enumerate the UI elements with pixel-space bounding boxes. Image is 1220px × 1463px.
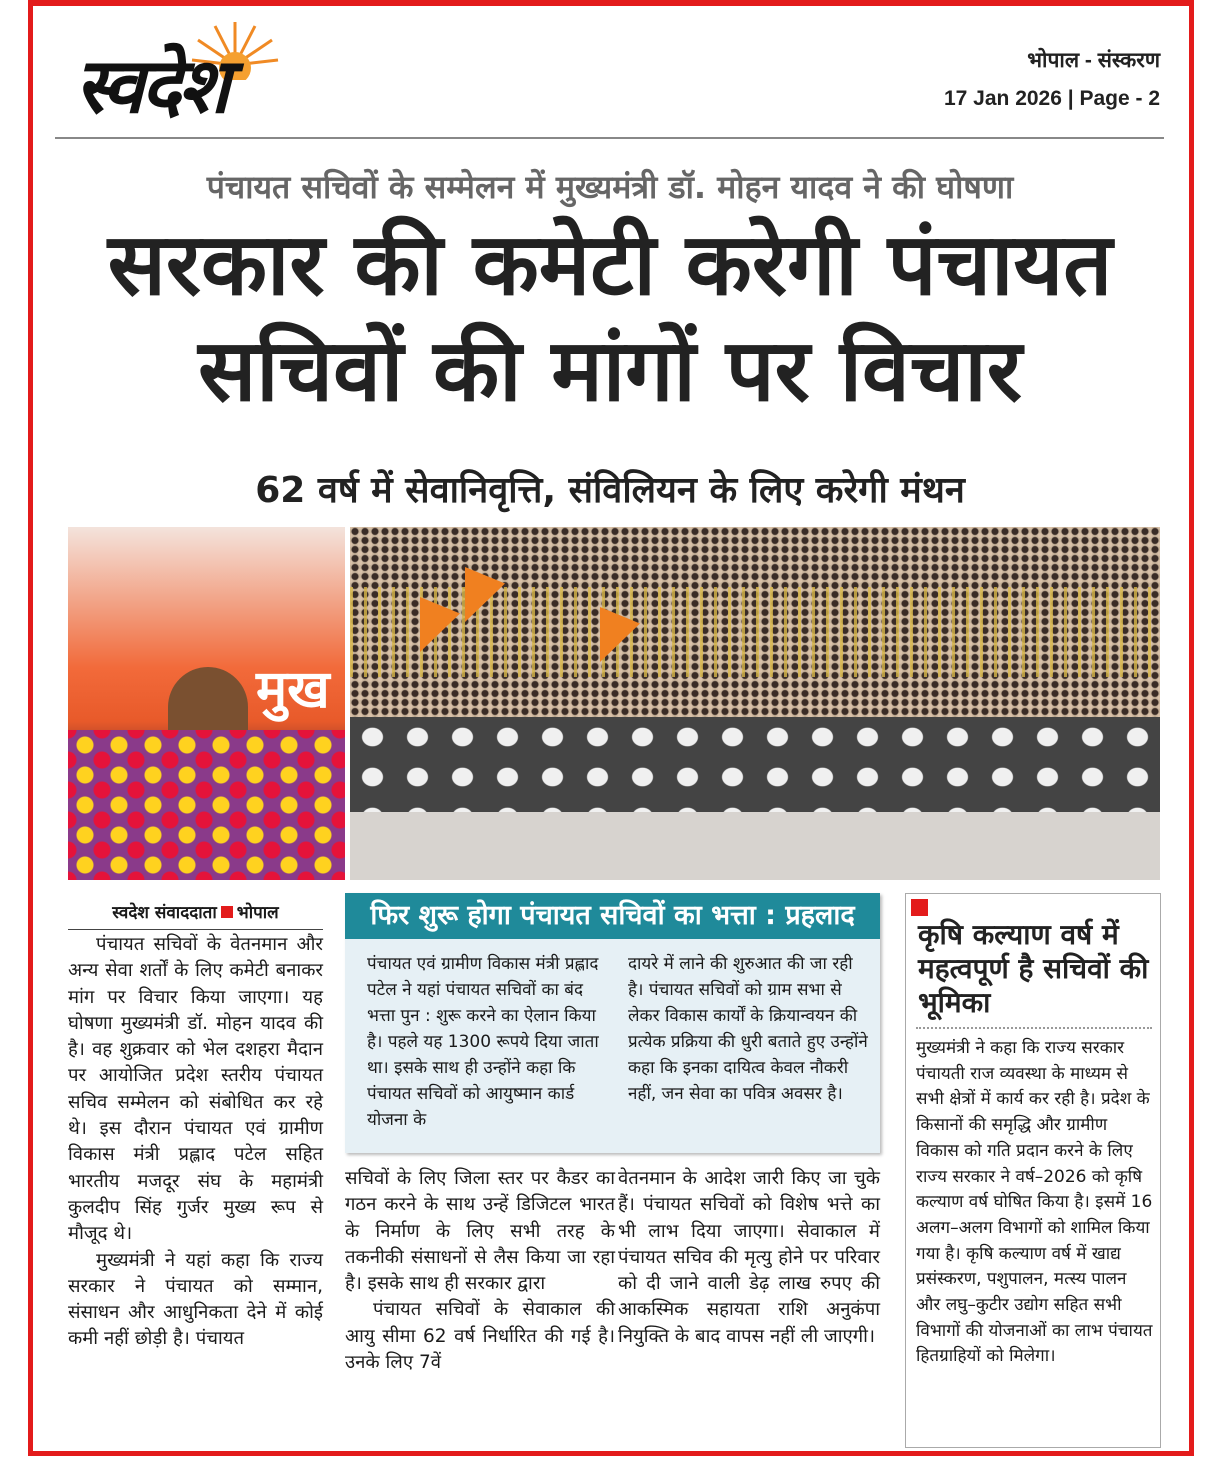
- photo-chief-minister-speaking: [68, 527, 345, 880]
- masthead-logo: [75, 20, 405, 130]
- sidebar-body: मुख्यमंत्री ने कहा कि राज्य सरकार पंचायती राज व्यवस्था के माध्यम से सभी क्षेत्रों में कार्य कर रही है। प्रदेश के किसानों की समृद्धि और ग्रामीण विकास को गति प्रदान करने के लिए राज्य सरकार ने वर्ष–2026 को कृषि कल्याण वर्ष घोषित किया है। इसमें 16 अलग–अलग विभागों को शामिल किया गया है। कृषि कल्याण वर्ष में खाद्य प्रसंस्करण, पशुपालन, मत्स्य पालन और लघु–कुटीर उद्योग सहित सभी विभागों की योजनाओं का लाभ पंचायत हितग्राहियों को मिलेगा।: [916, 1038, 1153, 1367]
- article-column-2: [345, 1166, 615, 1376]
- edition-info: [944, 42, 1160, 118]
- subheadline: 62 वर्ष में सेवानिवृत्ति, संविलियन के लिए करेगी मंथन: [255, 470, 965, 511]
- flower-decoration: [68, 730, 345, 880]
- kicker: पंचायत सचिवों के सम्मेलन में मुख्यमंत्री डॉ. मोहन यादव ने की घोषणा: [206, 168, 1014, 206]
- paragraph: वेतनमान के आदेश जारी किए जा चुके हैं। पंचायत सचिवों को विशेष भत्ते का भी लाभ दिया जाएगा। सेवाकाल में पंचायत सचिव की मृत्यु होने पर परिवार को दी जाने वाली डेढ़ लाख रुपए की आकस्मिक सहायता राशि अनुकंपा नियुक्ति के बाद वापस नहीं ली जाएगी।: [618, 1168, 880, 1347]
- dotted-divider: [916, 1027, 1152, 1029]
- photo-crowd: [350, 527, 1160, 880]
- headline-line: सरकार की कमेटी करेगी पंचायत: [107, 215, 1113, 315]
- headline: [0, 212, 1220, 424]
- sidebar-heading: कृषि कल्याण वर्ष में महत्वपूर्ण है सचिवों की भूमिका: [918, 918, 1149, 1019]
- square-bullet-icon: [221, 906, 233, 918]
- logo-wordmark: स्वदेश: [75, 41, 227, 130]
- byline-reporter: स्वदेश संवाददाता: [112, 903, 217, 923]
- front-row-guests: [350, 717, 1160, 812]
- article-column-1: [68, 932, 323, 1353]
- header-divider: [55, 137, 1164, 139]
- headline-line: सचिवों की मांगों पर विचार: [198, 321, 1022, 421]
- byline: [68, 900, 323, 930]
- square-bullet-icon: [911, 899, 928, 916]
- sidebar-story: [905, 893, 1161, 1448]
- paragraph: पंचायत सचिवों के सेवाकाल की आयु सीमा 62 वर्ष निर्धारित की गई है। उनके लिए 7वें: [345, 1299, 615, 1374]
- box-text-left: पंचायत एवं ग्रामीण विकास मंत्री प्रह्लाद पटेल ने यहां पंचायत सचिवों का बंद भत्ता पुन : शुरू करने का ऐलान किया है। पहले यह 1300 रूपये दिया जाता था। इसके साथ ही उन्होंने कहा कि पंचायत सचिवों को आयुष्मान कार्ड योजना के: [367, 954, 599, 1130]
- box-text-right: दायरे में लाने की शुरुआत की जा रही है। पंचायत सचिवों को ग्राम सभा से लेकर विकास कार्यों के क्रियान्वयन की प्रत्येक प्रक्रिया की धुरी बताते हुए उन्होंने कहा कि इनका दायित्व केवल नौकरी नहीं, जन सेवा का पवित्र अवसर है।: [628, 954, 868, 1104]
- edition-name: भोपाल - संस्करण: [1027, 49, 1160, 72]
- paragraph: सचिवों के लिए जिला स्तर पर कैडर का गठन करने के साथ उन्हें डिजिटल भारत के निर्माण के लिए सभी तरह के तकनीकी संसाधनों से लैस किया जा रहा है। इसके साथ ही सरकार द्वारा: [345, 1168, 615, 1295]
- highlight-box: [345, 893, 880, 1153]
- date-page: 17 Jan 2026 | Page - 2: [943, 87, 1160, 110]
- paragraph: पंचायत सचिवों के वेतनमान और अन्य सेवा शर्तों के लिए कमेटी बनाकर मांग पर विचार किया जाएगा। यह घोषणा मुख्यमंत्री डॉ. मोहन यादव की है। वह शुक्रवार को भेल दशहरा मैदान पर आयोजित प्रदेश स्तरीय पंचायत सचिव सम्मेलन को संबोधित कर रहे थे। इस दौरान पंचायत एवं ग्रामीण विकास मंत्री प्रह्लाद पटेल सहित भारतीय मजदूर संघ के महामंत्री कुलदीप सिंह गुर्जर मुख्य रूप से मौजूद थे।: [68, 934, 323, 1245]
- paragraph: मुख्यमंत्री ने यहां कहा कि राज्य सरकार ने पंचायत को सम्मान, संसाधन और आधुनिकता देने में कोई कमी नहीं छोड़ी है। पंचायत: [68, 1249, 323, 1350]
- byline-place: भोपाल: [236, 903, 279, 923]
- article-column-3: [618, 1166, 880, 1350]
- photo-banner-text: मुख: [256, 660, 330, 720]
- box-heading: फिर शुरू होगा पंचायत सचिवों का भत्ता : प्रहलाद: [345, 893, 880, 939]
- floor: [350, 812, 1160, 880]
